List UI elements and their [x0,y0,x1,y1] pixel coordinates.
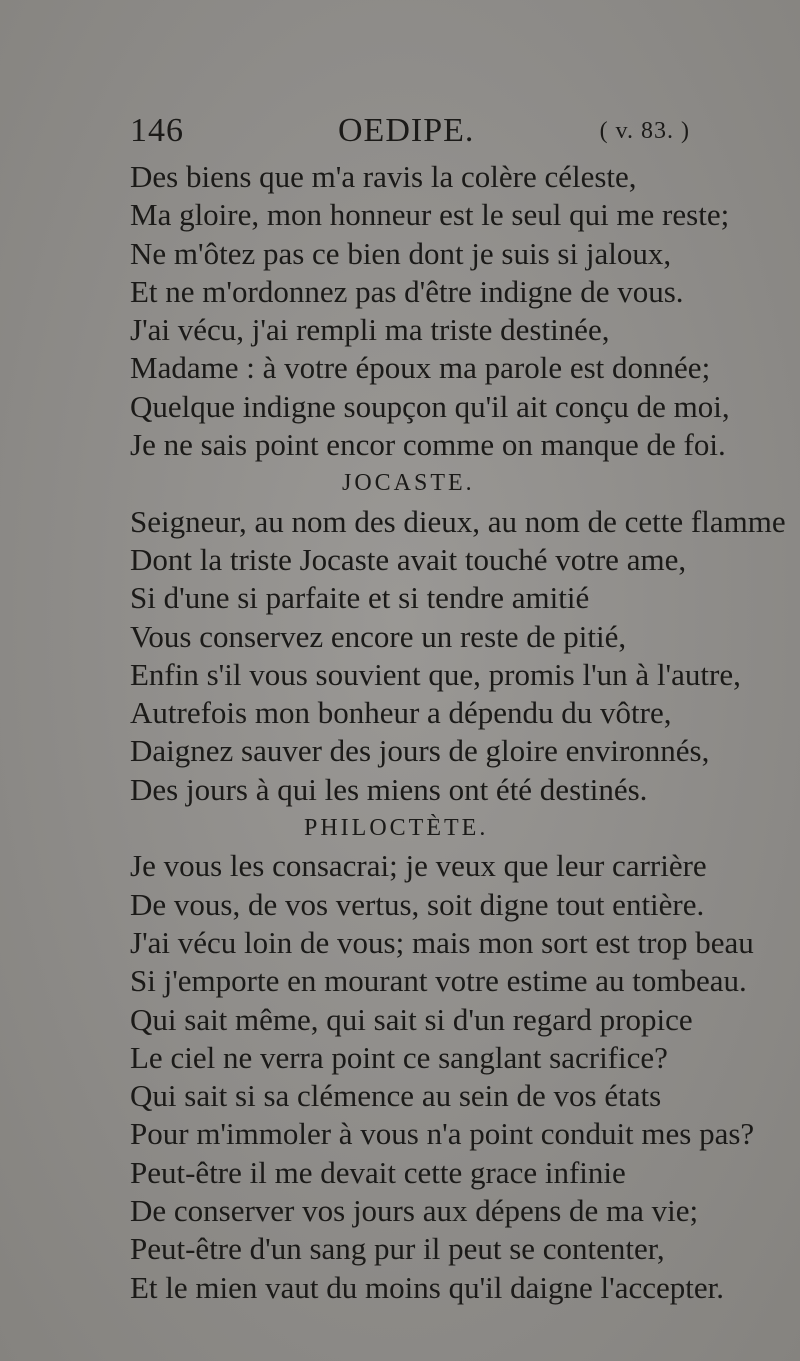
verse-line: Des biens que m'a ravis la colère céleste, [130,159,637,194]
verse-line: Ma gloire, mon honneur est le seul qui me reste; [130,197,730,233]
verse-line: Dont la triste Jocaste avait touché votre ame, [130,541,687,577]
verse-line: Autrefois mon bonheur a dépendu du vôtre, [130,695,672,731]
verse-line: Ne m'ôtez pas ce bien dont je suis si jaloux, [130,235,672,271]
verse-reference: ( v. 83. ) [599,118,690,144]
verse-line: J'ai vécu, j'ai rempli ma triste destinée, [130,312,610,348]
verse-line: J'ai vécu loin de vous; mais mon sort est trop beau [130,924,754,960]
page-header [130,112,690,152]
speaker-name-jocaste: JOCASTE. [342,470,475,497]
verse-line: Qui sait même, qui sait si d'un regard propice [130,1001,693,1037]
verse-line: Enfin s'il vous souvient que, promis l'un à l'autre, [130,656,741,692]
verse-line: Madame : à votre époux ma parole est donnée; [130,350,711,386]
page-number: 146 [130,112,184,149]
running-title: OEDIPE. [338,112,475,149]
verse-line: Quelque indigne soupçon qu'il ait conçu de moi, [130,388,730,424]
verse-line: Je ne sais point encor comme on manque de foi. [130,427,726,463]
verse-line: Vous conservez encore un reste de pitié, [130,618,627,654]
verse-line: Pour m'immoler à vous n'a point conduit mes pas? [130,1116,755,1152]
verse-line: Si j'emporte en mourant votre estime au tombeau. [130,963,747,999]
verse-line: Peut-être il me devait cette grace infinie [130,1154,626,1190]
verse-line: Daignez sauver des jours de gloire environnés, [130,733,710,769]
verse-line: Si d'une si parfaite et si tendre amitié [130,580,590,616]
speaker-name-philoctete: PHILOCTÈTE. [304,815,489,842]
verse-text [130,158,786,1307]
verse-line: Peut-être d'un sang pur il peut se contenter, [130,1231,665,1267]
verse-line: Je vous les consacrai; je veux que leur carrière [130,848,707,884]
verse-line: Qui sait si sa clémence au sein de vos états [130,1078,662,1114]
verse-line: Le ciel ne verra point ce sanglant sacrifice? [130,1039,668,1075]
verse-line: De conserver vos jours aux dépens de ma vie; [130,1193,699,1229]
verse-line: Et ne m'ordonnez pas d'être indigne de vous. [130,273,684,309]
verse-line: Des jours à qui les miens ont été destinés. [130,771,648,807]
verse-line: De vous, de vos vertus, soit digne tout entière. [130,886,705,922]
verse-line: Et le mien vaut du moins qu'il daigne l'accepter. [130,1269,724,1305]
verse-line: Seigneur, au nom des dieux, au nom de cette flamme [130,503,786,539]
